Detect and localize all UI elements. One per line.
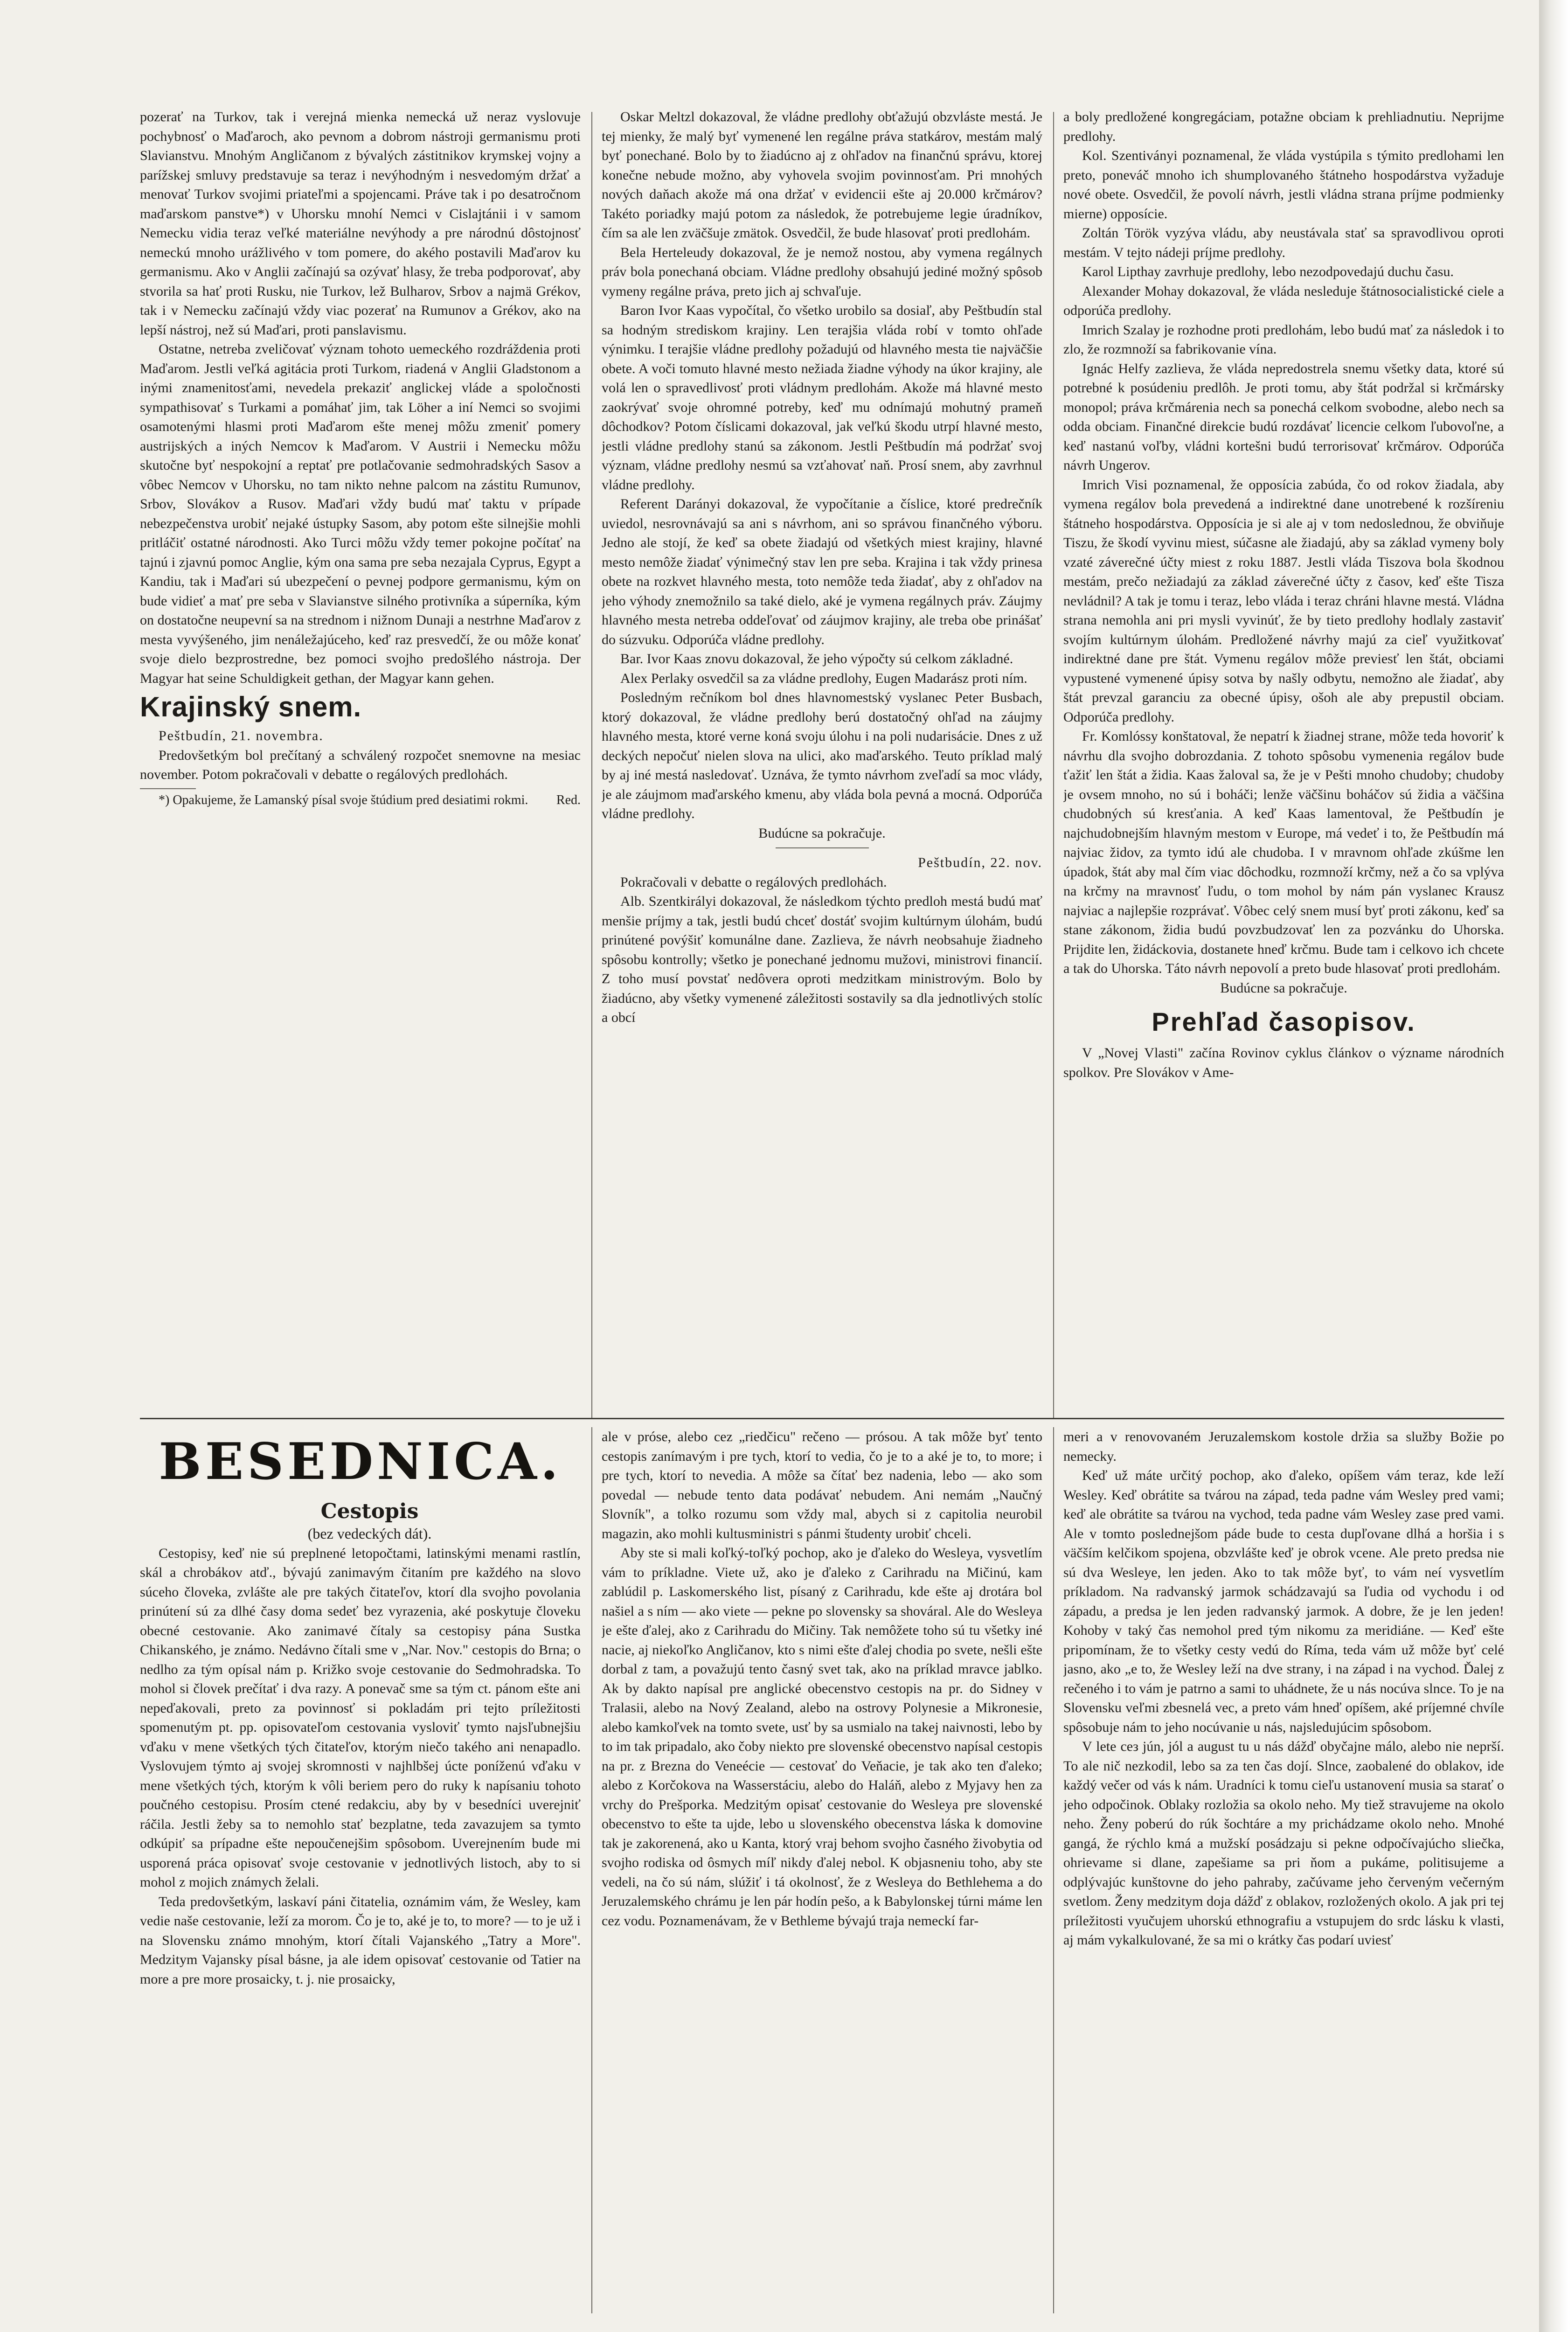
column-divider-1 — [591, 112, 592, 1418]
col3-para-6: Imrich Szalay je rozhodne proti predlohám, lebo budú mať za následok i to zlo, že rozmnoží sa fabrikovanie vína. — [1063, 322, 1504, 357]
col2-para-9: Alb. Szentkirályi dokazoval, že následkom týchto predloh mestá budú mať menšie príjmy a tak, jestli budú chceť dostáť svojim kultúrnym úlohám, budú prinútené povýšiť komunálne dane. Zazlieva, že návrh neobsahuje žiadneho spôsobu kontrolly; všetko je ponechané jednomu mužovi, ministrovi financií. Z toho musí povstať nedôvera oproti medzitkam ministrovým. Bolo by žiadúcno, aby všetky vymenené záležitosti sostavily sa dla jednotlivých stolíc a obcí — [602, 894, 1042, 1025]
col3-para-3: Zoltán Török vyzýva vládu, aby neustávala stať sa spravodlivou oproti mestám. V tejto nádeji príjme predlohy. — [1063, 225, 1504, 260]
scan-edge — [1539, 0, 1568, 2332]
beseda-divider-2 — [1053, 1427, 1054, 2313]
col2-para-1: Oskar Meltzl dokazoval, že vládne predlohy obťažujú obzvláste mestá. Je tej mienky, že malý byť vymenené len regálne práva statkárov, mestám malý byť ponechané. Bolo by to žiadúcno aj z ohľadov na finančnú správu, ktorej konečne nebude možno, aby vyhovela svojim povinnosťam. Pri mnohých nových daňach akože má ona držať v evidencii ešte aj 20.000 krčmárov? Takéto poriadky majú potom za následok, že potrebujeme legie úradníkov, čím sa ale len zväčšuje zmätok. Osvedčil, že bude hlasovať proti predlohám. — [602, 109, 1042, 241]
beseda-column-2 — [602, 1427, 1042, 2313]
column-3 — [1063, 107, 1504, 1413]
dateline-21-nov: Peštbudín, 21. novembra. — [159, 728, 324, 743]
col3-continue-note: Budúcne sa pokračuje. — [1220, 980, 1347, 996]
beseda-col1-para-2: Teda predovšetkým, laskaví páni čitatelia, oznámim vám, že Wesley, kam vedie naše cestovanie, leží za morom. Čo je to, aké je to, to more? — to je už i na Slovensku známo mnohým, ktorí čítali Vajanského „Tatry a More". Medzitym Vajansky písal básne, ja ale idem opisovať cestovanie od Tatier na more a pre more prosaicky, t. j. nie prosaicky, — [140, 1894, 581, 1987]
col1-para-2: Ostatne, netreba zveličovať význam tohoto uemeckého rozdráždenia proti Maďarom. Jestli veľká agitácia proti Turkom, riadená v Anglii Gladstonom a inými znamenitosťami, nevedela prekaziť anglickej vláde a spoločnosti sympathisovať s Turkami a pomáhať jim, tak Löher a iní Nemci so svojimi osamotenými hlasmi proti Maďarom ešte menej môžu zmeniť pomery austrijských a iných Nemcov k Maďarom. V Austrii i Nemecku môžu skutočne byť nespokojní a reptať pre potlačovanie sedmohradských Sasov a vôbec Nemcov v Uhorsku, no tam nikto nehne palcom na zástitu Rumunov, Srbov, Slovákov a Rusov. Maďari vždy budú mať taktu v prípade nebezpečenstva urobiť nejaké ústupky Sasom, aby potom ešte silnejšie mohli pritláčiť ostatné národnosti. Ako Turci môžu vždy temer pokojne počítať na tajnú i zjavnú pomoc Anglie, kým ona sama pre seba nezajala Cyprus, Egypt a Kandiu, tak i Maďari sú ubezpečení o pevnej podpore germanismu, kým on bude vidieť a mať pre seba v Slavianstve silného protivníka a súperníka, kým on dostatočne neupevní sa na strednom i nižnom Dunaji a nestrhne Maďarov z mesta vyvýšeného, jim nenáležajúceho, keď raz presvedčí, že ou môže konať svoje dielo bezprostredne, bez pomoci svojho predošlého nástroja. Der Magyar hat seine Schuldigkeit gethan, der Magyar kann gehen. — [140, 341, 581, 686]
column-2 — [602, 107, 1042, 1413]
col1-para-3: Predovšetkým bol prečítaný a schválený rozpočet snemovne na mesiac november. Potom pokračovali v debatte o regálových predlohách. — [140, 747, 581, 782]
section-title-krajinsky-snem: Krajinský snem. — [140, 691, 362, 722]
col3-para-7: Ignác Helfy zazlieva, že vláda nepredostrela snemu všetky data, ktoré sú potrebné k posúdeniu predlôh. Je proti tomu, aby štát podržal si krčmársky monopol; práva krčmárenia nech sa ponechá celkom svobodne, alebo nech sa odda obciam. Finančné direkcie budú rozdávať licencie celkom ľubovoľne, a keď nastanú voľby, vládni kortešni budú terrorisovať krčmárov. Odporúča návrh Ungerov. — [1063, 361, 1504, 473]
beseda-col2-para-2: Aby ste si mali koľký-toľký pochop, ako je ďaleko do Wesleya, vysvetlím vám to príkladne. Viete už, ako je ďaleko z Carihradu na Mičinú, kam zablúdil p. Laskomerského list, písaný z Carihradu, kde ešte aj drotára bol našiel a s ním — ako viete — pekne po slovensky sa shováral. Ale do Wesleya je ešte ďalej, ako z Carihradu do Mičiny. Tak nemôžete toho sú tu všetky iné nacie, aj niekoľko Angličanov, kto s nimi ešte ďalej chodia po svete, nešli ešte dorbal z tam, a považujú tento časný svet tak, ako na príklad mravce jablko. Ak by dakto napísal pre anglické obecenstvo cestopis na pr. do Sidney v Tralasii, alebo na Nový Zealand, alebo na ostrovy Polynesie a Mikronesie, alebo kamkoľvek na tomto svete, usť by sa usmialo na takej naivnosti, lebo by to im tak pripadalo, ako čoby niekto pre slovenské obecenstvo napísal cestopis na pr. z Brezna do Veneécie — cestovať do Veňacie, je tak ako ten ďaleko; alebo z Korčokova na Wasserstáciu, alebo do Haláň, alebo z Myjavy hen za vrchy do Prešporkа. Medzitým opisať cestovanie do Wesleya pre slovenské obecenstvo to ešte ta ujde, lebo u slovenského obecenstva láska k domovine tak je zakorenená, ako u Kanta, ktorý vraj behom svojho časného živobytia od svojho rodiska od ôsmych míľ nikdy ďalej nebol. K objasneniu toho, aby ste vedeli, na čo sú nám, slúžiť i tá okolnosť, že z Wesleya do Bethlehema a do Jeruzalemského chrámu je len pár hodín pešo, a k Babylonskej túrni máme len cez vodu. Poznamenávam, že v Bethleme bývajú traja nemeckí far- — [602, 1545, 1042, 1929]
beseda-divider-1 — [591, 1427, 592, 2313]
beseda-col3-para-3: V lete ceз jún, jól a august tu u nás dážď obyčajne málo, alebo nie neprší. To ale nič nezkodil, lebo sa za ten čas dojí. Slnce, zaobalené do oblakov, ide každý večer od vás k nám. Uradníci k tomu cieľu ustanovení musia sa starať o jeho odpočinok. Oblaky rozložia sa okolo neho. My tiež stravujeme na okolo neho. Ženy poberú do rúk šochtáre a my prichádzame okolo neho. Mnohé gangá, že rýchlo kmá a mužskí posádzaju si pekne odpočívajúcho sliečka, ohrievame si dlane, zapešiame sa pri ňom a pukáme, politisujeme a odplývajúc kunštovne do jeho pahraby, začúvame jeho červeným večerným svetlom. Ženy medzitym doja dážď z oblakov, rozložených okolo. A jak pri tej príležitosti vyučujem uhorskú ethnografiu a vstupujem do srdc lásku k vlasti, aj mám vykalkulované, že sa mi o krátky čas podarí uviesť — [1063, 1739, 1504, 1948]
beseda-col3-para-2: Keď už máte určitý pochop, ako ďaleko, opíšem vám teraz, kde leží Wesley. Keď obrátite sa tvárou na západ, teda padne vám Wesley pred vami; keď ale obrátite sa tvárou na vychod, teda padne vám Wesley zase pred vami. Ale v tomto poslednejšom páde bude to cesta dupľovane dlhá a horšia i s väčším kelčikom spojena, obzvlášte keď je obrok vcene. Ale preto predsa nie sú dva Wesleye, len jeden. Ako to tak môže byť, to vám neí vysvetlím príkladom. Na radvanský jarmok schádzavajú sa ľudia od vychodu i od západu, a predsa je len jeden radvanský jarmok. A dobre, že je len jeden! Kohoby v taký čas nemohol pred tým nikomu za meridiáne. — Keď ešte pripomínam, že to všetky cesty vedú do Ríma, teda vám už môže byť celé jasno, ako „e to, že Wesley leží na dve strany, i na západ i na vychod. Ďalej z rečeného i to vám je patrno a sami to uhádnete, že u nás nocúva slnce. To je na Slovensku veľmi zbesnelá vec, a preto vám hneď opíšem, aké príjemné chvíle spôsobuje nám to jeho nocúvanie u nás, najsledujúcim spôsobom. — [1063, 1468, 1504, 1735]
footnote-signature: Red. — [556, 792, 581, 807]
dateline-22-nov: Peštbudín, 22. nov. — [918, 855, 1042, 870]
footnote-rule — [140, 788, 196, 789]
beseda-column-1 — [140, 1427, 581, 2313]
column-divider-2 — [1053, 112, 1054, 1418]
col2-para-2: Bela Herteleudy dokazoval, že je nemož nostou, aby vymena regálnych práv bola ponechaná obciam. Vládne predlohy obsahujú jediné možný spôsob vymeny regálne práva, preto jich aj schvaľuje. — [602, 244, 1042, 299]
col1-para-1: pozerať na Turkov, tak i verejná mienka nemecká už neraz vyslovuje pochybnosť o Maďaroch, ako pevnom a dobrom nástroji germanismu proti Slavianstvu. Mnohým Angličanom z bývalých zástitnikov krymskej vojny a parížskej smluvy predstavuje sa teraz i nevýhodným i nesvedomým držať a menovať Turkov svojimi priateľmi a spojencami. Práve tak i po desatročnom maďarskom panstve*) v Uhorsku mnohí Nemci v Cislajtánii i v samom Nemecku vidia teraz veľké materiálne nevýhody a pre národnú dôstojnosť nemeckú mnoho urážlivého v tom pomere, do akého postavili Maďarov ku germanismu. Ako v Anglii začínajú sa ozývať hlasy, že treba podporovať, aby stvorila sa hať proti Rusku, nie Turkov, lež Bulharov, Srbov a najmä Grékov, tak i v Nemecku začínajú vždy viac pozerať na Rumunov a Grékov, ako na lepší nástroj, než sú Maďari, proti panslavismu. — [140, 109, 581, 338]
col2-para-6: Alex Perlaky osvedčil sa za vládne predlohy, Eugen Madarász proti ním. — [620, 670, 1027, 686]
feuilleton-separator — [140, 1418, 1504, 1419]
col3-para-2: Kol. Szentiványi poznamenal, že vláda vystúpila s týmito predlohami len preto, poneváč mnoho ich shumplovaného štátneho hospodárstva vyžaduje nové obete. Osvedčil, že povolí návrh, jestli vládna strana príjme podmienky mierne) opposície. — [1063, 148, 1504, 222]
col2-para-7: Posledným rečníkom bol dnes hlavnomestský vyslanec Peter Busbach, ktorý dokazoval, že vládne predlohy berú dostatočný ohľad na záujmy hlavného mesta, ktoré verne koná svoju úlohu i na poli nudarisácie. Dnes z už deckých nepočuť nielen slova na ulici, ako maďarského. Teuto príklad malý by aj iné mestá nasledovať. Uznáva, že tymto návrhom zveľadí sa moc vlády, je ale záujmom maďarského kmenu, aby vláda bola pevná a mocná. Odporúča vládne predlohy. — [602, 690, 1042, 821]
col2-para-8: Pokračovali v debatte o regálových predlohách. — [620, 874, 887, 890]
beseda-column-3 — [1063, 1427, 1504, 2313]
col2-para-3: Baron Ivor Kaas vypočítal, čo všetko urobilo sa dosiaľ, aby Peštbudín stal sa hodným strediskom krajiny. Len terajšia vláda robí v tomto ohľade výnimku. I terajšie vládne predlohy požadujú od hlavného mesta tie najväčšie obete. A voči tomuto hlavné mesto nežiada žiadne výhody na úkor krajiny, ale volá len o spravedlivosť proti vládnym predlohám. Akože má hlavné mesto zaokrývať svoje ohromné potreby, keď mu odnímajú mohutný prameň dôchodkov? Potom číslicami dokazoval, jak veľkú škodu utrpí hlavné mesto, jestli vládne predlohy stanú sa zákonom. Jestli Peštbudín má podržať svoj význam, vládne predlohy nesmú sa vzťahovať naň. Prosí snem, aby zavrhnul vládne predlohy. — [602, 303, 1042, 493]
col3-para-5: Alexander Mohay dokazoval, že vláda nesleduje štátnosocialistické ciele a odporúča predlohy. — [1063, 283, 1504, 318]
beseda-col1-para-1: Cestopisy, keď nie sú preplnené letopočtami, latinskými menami rastlín, skál a chrobákov atď., bývajú zanimavým čitaním pre každého na slovo súceho človeka, zvlášte ale pre takých čitateľov, ktorí dla svojho povolania prinútení sú za dlhé časy doma sedeť bez vyrazenia, aké poskytuje človeku obecné cestovanie. Ako zanimavé čítaly sa cestopisy pána Sustka Chikanského, je známo. Nedávno čítali sme v „Nar. Nov." cestopis do Brna; o nedlho za tým opísal nám p. Križko svoje cestovanie do Sedmohradska. To mohol si človek prečítať i dva razy. A ponevač sme sa tým ct. pánom ešte ani nepeďakovali, preto za povinnosť si pokladám pri tejto príležitosti spomenutým pt. pp. opisovateľom cestovania vysloviť tymto najsľubnejšiu vďaku v mene všetkých tých čitateľov, ktorým niečo takého ani nenapadlo. Vyslovujem týmto aj svojej skromnosti v najhlbšej úcte poníženú vďaku v mene všetkých tých, ktorým k vôli beriem pero do ruky k napísaniu tohoto poučného cestopisu. Prosím ctené redakciu, aby by v besedníci uverejniť ráčila. Jestli žeby sa to nemohlo stať bezplatne, teda zavazujem sa tymto odkúpiť sa prípadne ešte nepoučenejšim spôsobom. Uverejnením bude mi usporená práca opisovať svoje cestovanie v jednotlivých listoch, aby to si mohol z mojich známych želali. — [140, 1545, 581, 1890]
col3-para-8: Imrich Visi poznamenal, že opposícia zabúda, čo od rokov žiadala, aby vymena regálov bola prevedená a indirektné dane unotrebené k rozšíreniu štátneho hospodárstva. Opposícia je si ale aj v tom nedoslednou, že obviňuje Tiszu, že škodí vyvinu miest, súčasne ale žiadajú, aby sa základ vymeny boly vzaté záverečné účty miest z roku 1887. Jestli vláda Tiszova bola škodnou mestám, prečo nežiadajú za základ záverečné účty z časov, keď ešte Tisza nevládnil? A tak je tomu i teraz, lebo vláda i teraz chráni hlavne mestá. Vládna strana nemohla ani pri mysli vyvinúť, že by tieto predlohy hodlaly zastaviť svojím kultúrnym úlohám. Predložené návrhy majú za cieľ využitkovať indirektné dane pre štát. Vymenu regálov môže previesť len štát, obciami vypustené vymenené úpisy sotva by našly odbytu, nemožno ale žiadať, aby štát prevzal garanciu za obecné úpisy, ošoh ale aby prepustil obciam. Odporúča predlohy. — [1063, 477, 1504, 725]
column-1 — [140, 107, 581, 1409]
masthead-besednica: BESEDNICA. — [159, 1432, 562, 1491]
beseda-col3-para-1: meri a v renovovaném Jeruzalemskom kostole držia sa služby Božie po nemecky. — [1063, 1429, 1504, 1464]
footnote — [140, 792, 581, 809]
col2-para-5: Bar. Ivor Kaas znovu dokazoval, že jeho výpočty sú celkom základné. — [620, 651, 1013, 666]
col2-para-4: Referent Darányi dokazoval, že vypočítanie a číslice, ktoré predrečník uviedol, nesrovnávajú sa ani s návrhom, ani so správou finančného výboru. Jedno ale stojí, že keď sa obete žiadajú od všetkých miest krajiny, hlavné mesto nemôže žiadať výnimečný stav len pre seba. Krajina i tak vždy prinesa obete na rozkvet hlavného mesta, toto nemôže teda žiadať, aby z ohľadov na jeho výhody znemožnilo sa také dielo, aké je vymena regálnych práv. Záujmy hlavného mesta netreba oddeľovať od záujmov krajiny, ale treba obe prinášať do súzvuku. Odporúča vládne predlohy. — [602, 496, 1042, 647]
col3-para-1: a boly predložené kongregáciam, potažne obciam k prehliadnutiu. Neprijme predlohy. — [1063, 109, 1504, 144]
col3-review-para: V „Novej Vlasti" začína Rovinov cyklus článkov o význame národních spolkov. Pre Slovákov v Ame- — [1063, 1045, 1504, 1080]
col3-para-4: Karol Lipthay zavrhuje predlohy, lebo nezodpovedajú duchu času. — [1082, 264, 1454, 279]
footnote-text: *) Opakujeme, že Lamanský písal svoje štúdium pred desiatimi rokmi. — [159, 792, 528, 807]
col3-para-9: Fr. Komlóssy konštatoval, že nepatrí k žiadnej strane, môže teda hovoriť k návrhu dla svojho dobrozdania. Z tohoto spôsobu vymenenia regálov bude ťažiť len štát a židia. Kaas žaloval sa, že je v Pešti mnoho chudoby; chudoby je ovsem mnoho, no sú i boháči; lenže väčšinu boháčov sú židia a väčšina chudobných sú kresťania. A keď Kaas lamentoval, že Peštbudín je najchudobnejším hlavným mestom v Europe, má vedeť i to, že Peštbudín má najviac židov, za tymto idú ale chudoba. I v mravnom ohľade zkúšme len úpadok, štát aby mal čím viac dôchodku, rozmnoží krčmy, než a čo sa vplýva na krčmy na mravnosť ľudu, o tom mohol by nám pán vyslanec Krausz najviac a najlepšie rozprávať. Vôbec celý snem musí byť proti zákonu, keď sa stane zákonom, židia budú povzbudzovať len za pozvánku do Uhorska. Prijdite len, židáckovia, dostanete hneď krčmu. Bude tam i celkovo ich chcete a tak do Uhorska. Táto návrh nepovolí a preto bude hlasovať proti predlohám. — [1063, 729, 1504, 976]
beseda-col2-para-1: ale v próse, alebo cez „riedčicu" rečeno — prósou. A tak môže byť tento cestopis zanímavým i pre tych, ktorí to vedia, čo je to a aké je to, to more; i pre tych, ktorí to nevedia. A môže sa čítať bez nadenia, lebo — ako som povedal — nebude tento data podávať nebudem. Ani nemám „Naučný Slovník", a tolko rozumu som vždy mal, abych si z capitolia neurobil magazin, ako mohli kultusministri s pánmi študenty urobiť chceli. — [602, 1429, 1042, 1541]
col2-rule — [776, 847, 869, 848]
article-subtitle: (bez vedeckých dát). — [307, 1525, 432, 1542]
col2-continue-note: Budúcne sa pokračuje. — [758, 825, 886, 841]
article-title-cestopis: Cestopis — [320, 1499, 419, 1523]
section-title-prehlad-casopisov: Prehľad časopisov. — [1152, 1007, 1416, 1036]
